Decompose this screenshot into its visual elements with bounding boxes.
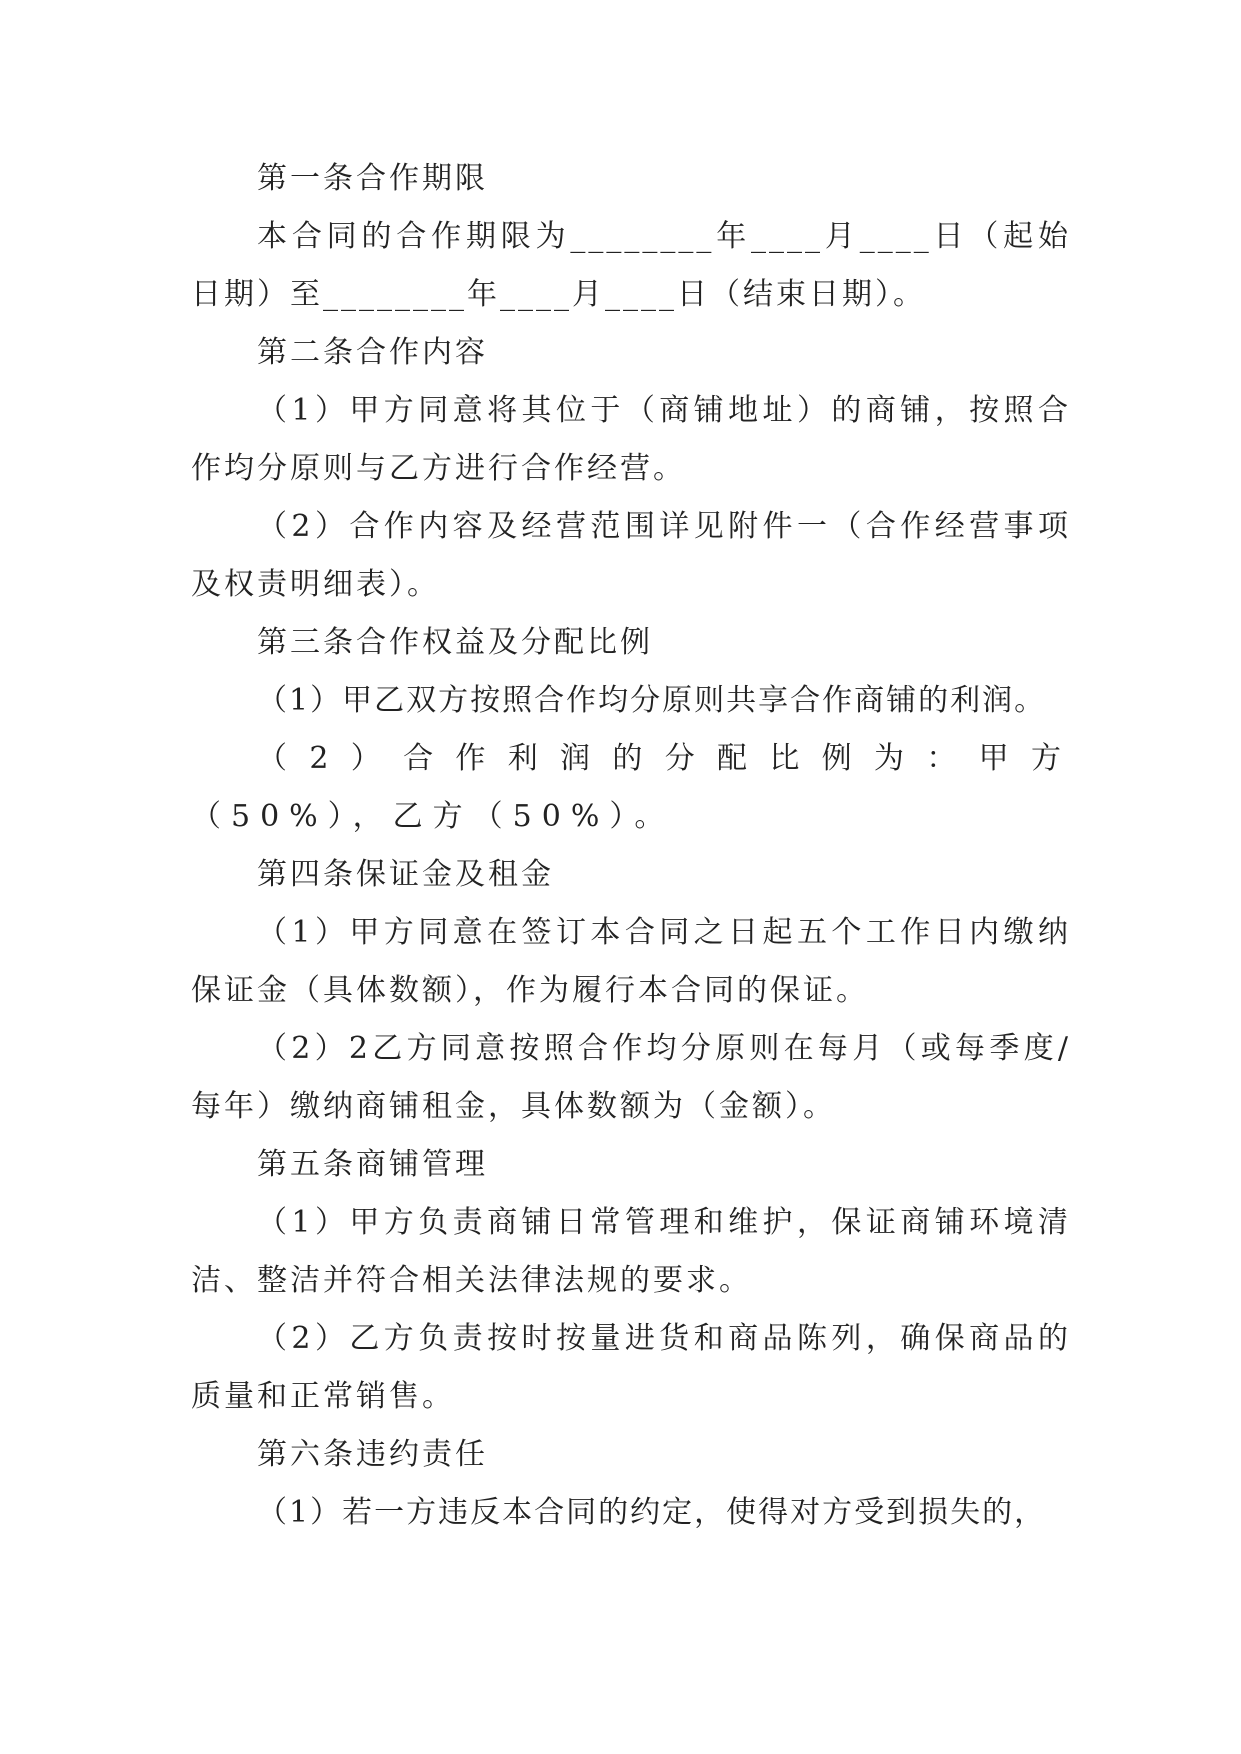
paragraph-rights-1: （1）甲乙双方按照合作均分原则共享合作商铺的利润。 [257,683,1047,718]
paragraph-management-1: （1）甲方负责商铺日常管理和维护，保证商铺环境清洁、整洁并符合相关法律法规的要求。 [191,1205,1071,1298]
paragraph-content-1: （1）甲方同意将其位于（商铺地址）的商铺，按照合作均分原则与乙方进行合作经营。 [191,393,1071,486]
paragraph-management-2: （2）乙方负责按时按量进货和商品陈列，确保商品的质量和正常销售。 [191,1321,1071,1414]
document-body [191,150,1071,1542]
paragraph-deposit-1: （1）甲方同意在签订本合同之日起五个工作日内缴纳保证金（具体数额），作为履行本合同的保证。 [191,915,1071,1008]
paragraph-content-2: （2）合作内容及经营范围详见附件一（合作经营事项及权责明细表）。 [191,509,1071,602]
section-heading-breach: 第六条违约责任 [257,1437,488,1472]
section-heading-rights: 第三条合作权益及分配比例 [257,625,653,660]
section-heading-management: 第五条商铺管理 [257,1147,488,1182]
paragraph-breach-1: （1）若一方违反本合同的约定，使得对方受到损失的， [257,1495,1047,1530]
section-heading-content: 第二条合作内容 [257,335,488,370]
paragraph-rights-2: （2）合作利润的分配比例为：甲方（50%），乙方（50%）。 [191,741,1071,834]
paragraph-deposit-2: （2）2乙方同意按照合作均分原则在每月（或每季度/每年）缴纳商铺租金，具体数额为（金额）。 [191,1031,1071,1124]
paragraph-term-period: 本合同的合作期限为________年____月____日（起始日期）至________年____月____日（结束日期）。 [191,219,1071,312]
section-heading-term: 第一条合作期限 [257,161,488,196]
section-heading-deposit: 第四条保证金及租金 [257,857,554,892]
